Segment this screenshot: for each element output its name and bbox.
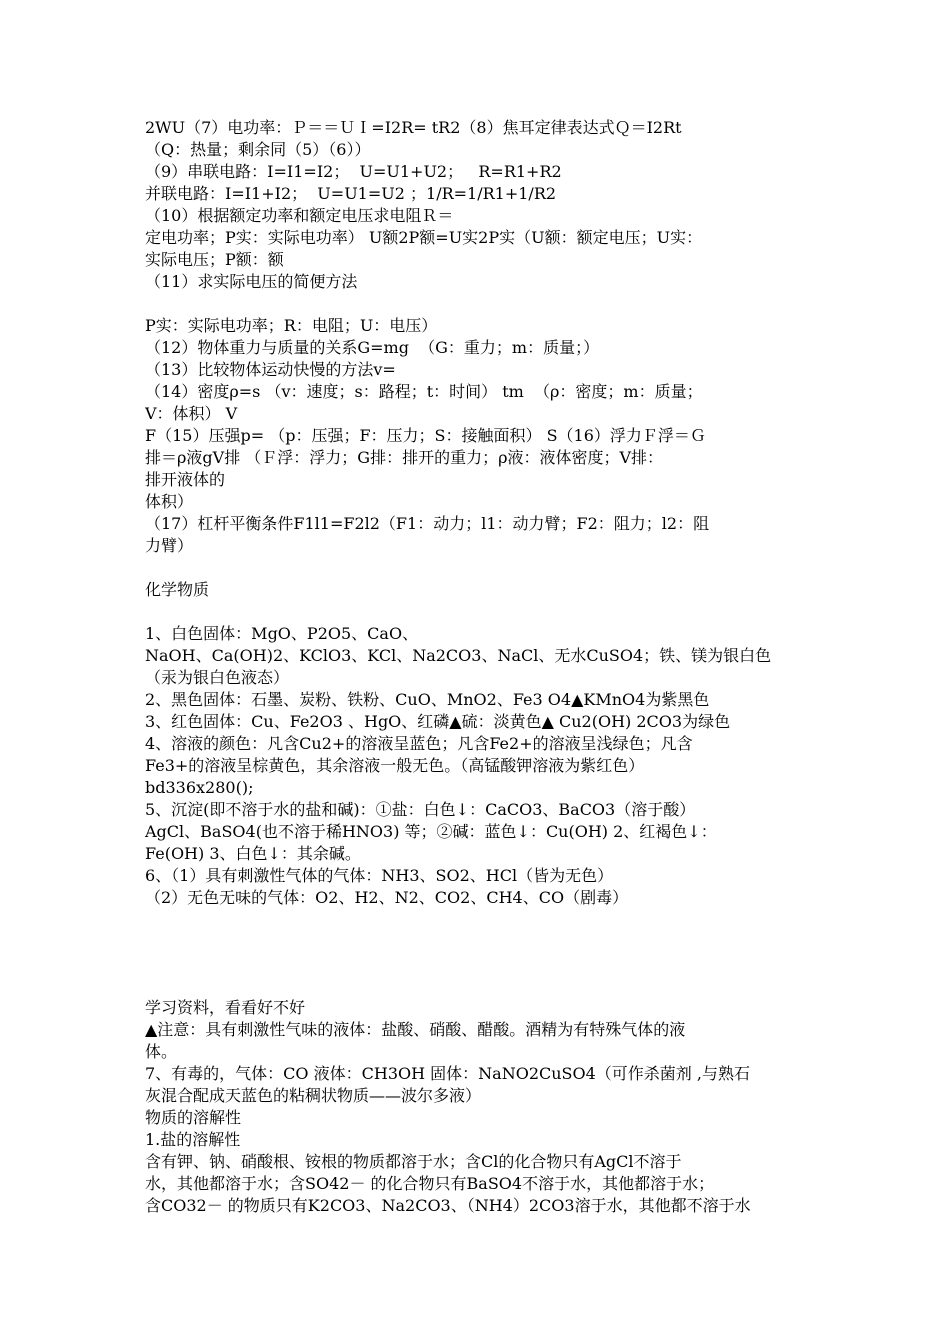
text-line: （2）无色无味的气体：O2、H2、N2、CO2、CH4、CO（剧毒）: [145, 888, 629, 907]
text-line: 体积）: [145, 492, 194, 511]
text-line: （11）求实际电压的简便方法: [145, 272, 358, 291]
text-line: 7、有毒的，气体：CO 液体：CH3OH 固体：NaNO2CuSO4（可作杀菌剂 ,与熟石: [145, 1064, 750, 1083]
blank-space: [145, 909, 815, 997]
text-line: 含CO32－ 的物质只有K2CO3、Na2CO3、（NH4）2CO3溶于水，其他都不溶于水: [145, 1196, 751, 1215]
text-line: 水，其他都溶于水；含SO42－ 的化合物只有BaSO4不溶于水，其他都溶于水；: [145, 1174, 715, 1193]
subsection-heading: 1.盐的溶解性: [145, 1130, 241, 1149]
text-line: 定电功率；P实：实际电功率） U额2P额=U实2P实（U额：额定电压；U实：: [145, 228, 703, 247]
text-line: 2WU（7）电功率：Ｐ＝＝ＵＩ=I2R= tR2（8）焦耳定律表达式Ｑ＝I2Rt: [145, 118, 682, 137]
text-line: ▲注意：具有刺激性气味的液体：盐酸、硝酸、醋酸。酒精为有特殊气体的液: [145, 1020, 686, 1039]
text-line: bd336x280();: [145, 778, 254, 797]
text-line: 灰混合配成天蓝色的粘稠状物质——波尔多液）: [145, 1086, 482, 1105]
text-line: NaOH、Ca(OH)2、KClO3、KCl、Na2CO3、NaCl、无水CuSO4；铁、镁为银白色: [145, 646, 772, 665]
text-line: 5、沉淀(即不溶于水的盐和碱)：①盐：白色↓：CaCO3、BaCO3（溶于酸）: [145, 800, 696, 819]
text-line: （12）物体重力与质量的关系G=mg （G：重力；m：质量；）: [145, 338, 600, 357]
text-line: 并联电路：I=I1+I2； U=U1=U2 ；1/R=1/R1+1/R2: [145, 184, 557, 203]
text-line: 2、黑色固体：石墨、炭粉、铁粉、CuO、MnO2、Fe3 O4▲KMnO4为紫黑色: [145, 690, 710, 709]
document-body: [145, 117, 815, 1217]
text-line: 实际电压；P额：额: [145, 250, 284, 269]
text-line: 体。: [145, 1042, 178, 1061]
text-line: 力臂）: [145, 536, 194, 555]
text-line: 排开液体的: [145, 470, 226, 489]
text-line: 学习资料，看看好不好: [145, 998, 306, 1017]
text-line: （9）串联电路：I=I1=I2； U=U1+U2； R=R1+R2: [145, 162, 562, 181]
section-heading: 化学物质: [145, 580, 210, 599]
text-line: 含有钾、钠、硝酸根、铵根的物质都溶于水；含Cl的化合物只有AgCl不溶于: [145, 1152, 682, 1171]
text-line: F（15）压强p= （p：压强；F：压力；S：接触面积） S（16）浮力Ｆ浮＝Ｇ: [145, 426, 706, 445]
text-line: （14）密度ρ=s （v：速度；s：路程；t：时间） tm （ρ：密度；m：质量；: [145, 382, 703, 401]
text-line: 6、（1）具有刺激性气体的气体：NH3、SO2、HCl（皆为无色）: [145, 866, 614, 885]
text-line: （10）根据额定功率和额定电压求电阻Ｒ＝: [145, 206, 454, 225]
text-line: （17）杠杆平衡条件F1l1=F2l2（F1：动力；l1：动力臂；F2：阻力；l2：阻: [145, 514, 710, 533]
text-line: Fe3+的溶液呈棕黄色，其余溶液一般无色。（高锰酸钾溶液为紫红色）: [145, 756, 645, 775]
text-line: Fe(OH) 3、白色↓：其余碱。: [145, 844, 361, 863]
blank-line: [145, 601, 815, 623]
text-line: V：体积） V: [145, 404, 238, 423]
text-line: （13）比较物体运动快慢的方法v=: [145, 360, 396, 379]
chemistry-section: [145, 579, 815, 909]
text-line: 排＝ρ液gV排 （Ｆ浮：浮力；G排：排开的重力；ρ液：液体密度；V排：: [145, 448, 664, 467]
blank-line: [145, 557, 815, 579]
blank-line: [145, 293, 815, 315]
text-line: 3、红色固体：Cu、Fe2O3 、HgO、红磷▲硫：淡黄色▲ Cu2(OH) 2CO3为绿色: [145, 712, 731, 731]
physics-formulas-section: [145, 117, 815, 557]
text-line: 4、溶液的颜色：凡含Cu2+的溶液呈蓝色；凡含Fe2+的溶液呈浅绿色；凡含: [145, 734, 693, 753]
text-line: 1、白色固体：MgO、P2O5、CaO、: [145, 624, 419, 643]
text-line: P实：实际电功率；R：电阻；U：电压）: [145, 316, 438, 335]
section-heading: 物质的溶解性: [145, 1108, 242, 1127]
text-line: AgCl、BaSO4(也不溶于稀HNO3) 等；②碱：蓝色↓：Cu(OH) 2、红褐色↓：: [145, 822, 717, 841]
text-line: （Q：热量；剩余同（5）（6））: [145, 140, 371, 159]
text-line: （汞为银白色液态）: [145, 668, 290, 687]
study-notes-section: [145, 997, 815, 1217]
